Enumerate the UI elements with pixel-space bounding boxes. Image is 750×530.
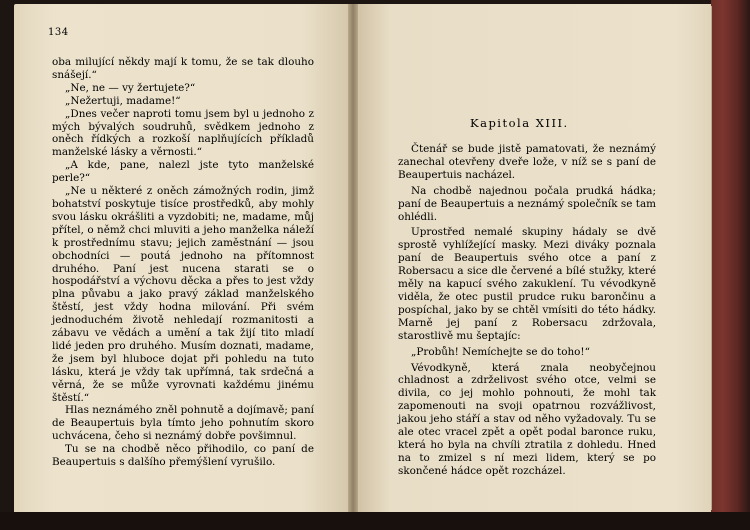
paragraph: oba milující někdy mají k tomu, že se tak dlouho snášejí.“ xyxy=(52,56,314,81)
paragraph: Vévodkyně, která znala neobyčejnou chladnost a zdrželivost svého otce, velmi se divila, co jej mohlo pohnouti, že mohl tak zapomenouti na svoji opatrnou rozvážlivost, jakou jeho stáří a stav od něho vyžadovaly. Tu se ale otec vracel zpět a opět podal baronce ruku, která ho byla na chvíli ztratila z dohledu. Hned na to zmizel s ní mezi lidem, který se po skončené hádce opět rozcházel. xyxy=(398,361,656,477)
paragraph: „A kde, pane, nalezl jste tyto manželské perle?“ xyxy=(52,159,314,185)
paragraph: „Nežertuji, madame!“ xyxy=(65,94,181,107)
paragraph: „Ne, ne — vy žertujete?“ xyxy=(65,81,196,94)
paragraph: Uprostřed nemalé skupiny hádaly se dvě sprostě vyhlížející masky. Mezi diváky poznala paní de Beaupertuis svého otce a paní z Robersacu a sice dle červené a bílé stužky, které měly na kapucí svého zakuklení. Tu vévodkyně viděla, že otec pustil prudce ruku barončinu a pospíchal, jako by se chtěl vmísiti do této hádky. Marně jej paní z Robersacu zdržovala, starostlivě mu šeptajíc: xyxy=(398,226,656,342)
paragraph: „Dnes večer naproti tomu jsem byl u jednoho z mých bývalých soudruhů, svědkem jednoho z oněch řídkých a rozkoší naplňujících příkladů manželské lásky a věrnosti.“ xyxy=(52,107,314,159)
paragraph: Na chodbě najednou počala prudká hádka; paní de Beaupertuis a neznámý společník se tam ohlédli. xyxy=(398,184,656,223)
paragraph: Tu se na chodbě něco přihodilo, co paní de Beaupertuis s dalšího přemýšlení vyrušilo. xyxy=(52,443,314,469)
book-cover-edge xyxy=(711,0,750,530)
book-gutter xyxy=(348,4,358,514)
left-page-text xyxy=(52,56,314,469)
right-page-text xyxy=(398,143,656,478)
chapter-title: Kapitola XIII. xyxy=(470,116,569,130)
paragraph: „Probůh! Nemíchejte se do toho!“ xyxy=(411,345,590,358)
paragraph: Hlas neznámého zněl pohnutě a dojímavě; paní de Beaupertuis byla tímto jeho pohnutím skoro uchvácena, čeho si neznámý dobře povšimnul. xyxy=(52,404,314,443)
paragraph: „Ne u některé z oněch zámožných rodin, jimž bohatství poskytuje tisíce prostředků, aby mohly svou lásku okrášliti a vyzdobiti; ne, madame, můj přítel, o němž chci mluviti a jeho manželka náleží k prostřednímu stavu; jejich zaměstnání — jsou obchodníci — poutá jednoho na přítomnost druhého. Paní jest nucena starati se o hospodářství a výchovu děcka a přes to jest vždy plna půvabu a jako pravý základ manželského štěstí, jest vždy hodna milování. Při svém jednoduchém životě nehledají rozmanitosti a zábavu ve vědách a umění a tak žijí tito mladí lidé jeden pro druhého. Musím doznati, madame, že jsem byl hluboce dojat při pohledu na tuto lásku, která je vždy tak upřímná, tak srdečná a věrná, že se může vyrovnati každému jinému štěstí.“ xyxy=(52,185,314,404)
paragraph: Čtenář se bude jistě pamatovati, že neznámý zanechal otevřeny dveře lože, v níž se s paní de Beaupertuis nacházel. xyxy=(398,143,656,181)
page-number: 134 xyxy=(48,27,69,38)
bottom-shadow xyxy=(0,512,750,530)
